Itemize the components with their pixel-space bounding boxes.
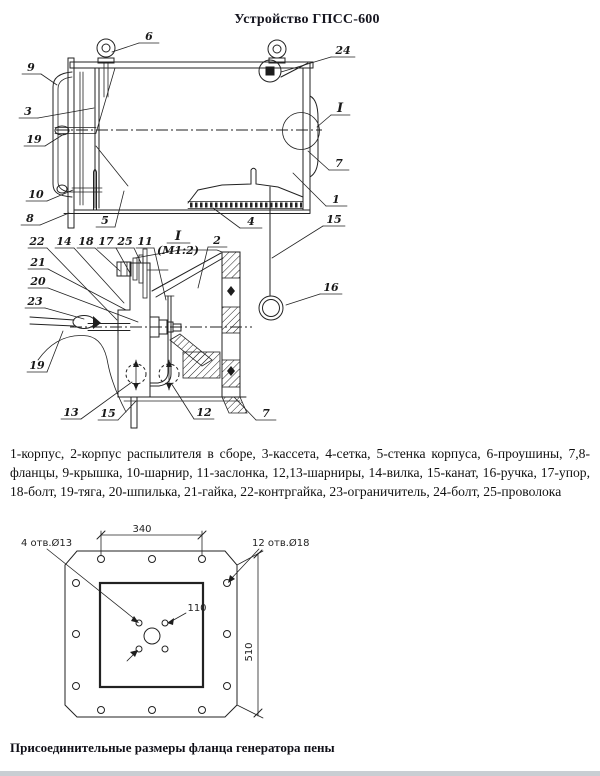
callout-17: 17 [98, 235, 114, 248]
rod-and-fork [30, 316, 101, 330]
label-4-holes: 4 отв.Ø13 [21, 538, 73, 549]
page-title: Устройство ГПСС-600 [234, 12, 380, 27]
callout-8: 8 [26, 212, 34, 225]
callout-detail-ref: I [336, 101, 344, 116]
flange-caption: Присоединительные размеры фланца генератора пены [10, 740, 335, 755]
callout-5: 5 [101, 214, 109, 227]
flange-plate-view [65, 551, 237, 717]
callout-16: 16 [323, 281, 339, 294]
callout-4: 4 [247, 215, 255, 228]
flange-cross-section [222, 252, 247, 413]
flange-inner-square [100, 583, 203, 687]
dim-340: 340 [132, 524, 152, 535]
callout-24: 24 [335, 44, 351, 57]
callout-3: 3 [24, 105, 32, 118]
callout-23: 23 [27, 295, 43, 308]
hinge [57, 185, 67, 193]
tank-side-view [53, 39, 322, 320]
parts-list: 1-корпус, 2-корпус распылителя в сборе, 3-кассета, 4-сетка, 5-стенка корпуса, 6-проушины, 7,8-фланцы, 9-крышка, 10-шарнир, 11-заслонка, 12,13-шарниры, 14-вилка, 15-канат, 16-ручка, 17-упор, 18-болт, 19-тяга, 20-шпилька, 21-гайка, 22-контргайка, 23-ограничитель, 24-болт, 25-проволока [10, 446, 590, 499]
callout-20: 20 [30, 275, 46, 288]
callout-12: 12 [196, 406, 212, 419]
break-line [38, 336, 126, 413]
callout-19-detail: 19 [29, 359, 45, 372]
callout-15-detail: 15 [100, 407, 116, 420]
callout-11: 11 [137, 235, 153, 248]
callout-13: 13 [63, 406, 79, 419]
callout-10: 10 [28, 188, 44, 201]
callout-7-detail: 7 [262, 407, 270, 420]
callout-1: 1 [332, 193, 340, 206]
callout-6: 6 [145, 30, 153, 43]
dim-510: 510 [244, 642, 255, 662]
flange-outline [65, 551, 237, 717]
page-bottom-edge [0, 771, 600, 776]
callout-21: 21 [30, 256, 46, 269]
detail-view-title: I [174, 229, 182, 244]
callout-25: 25 [117, 235, 133, 248]
callout-15: 15 [326, 213, 342, 226]
center-hole [144, 628, 160, 644]
detail-view-scale: (М1:2) [157, 244, 199, 257]
callout-22: 22 [29, 235, 45, 248]
dim-110: 110 [187, 603, 207, 614]
callout-18: 18 [78, 235, 94, 248]
detail-section-view [30, 249, 252, 428]
flange-dimensions [21, 524, 310, 718]
callout-14: 14 [56, 235, 72, 248]
callouts-upper [19, 30, 355, 305]
callout-19: 19 [26, 133, 42, 146]
detail-reference-circle [283, 113, 320, 150]
label-12-holes: 12 отв.Ø18 [252, 538, 310, 549]
hatched-block [183, 352, 220, 378]
sprayer-hood [188, 168, 303, 208]
callout-2: 2 [213, 234, 221, 247]
callout-9: 9 [27, 61, 35, 74]
callout-7: 7 [335, 157, 343, 170]
